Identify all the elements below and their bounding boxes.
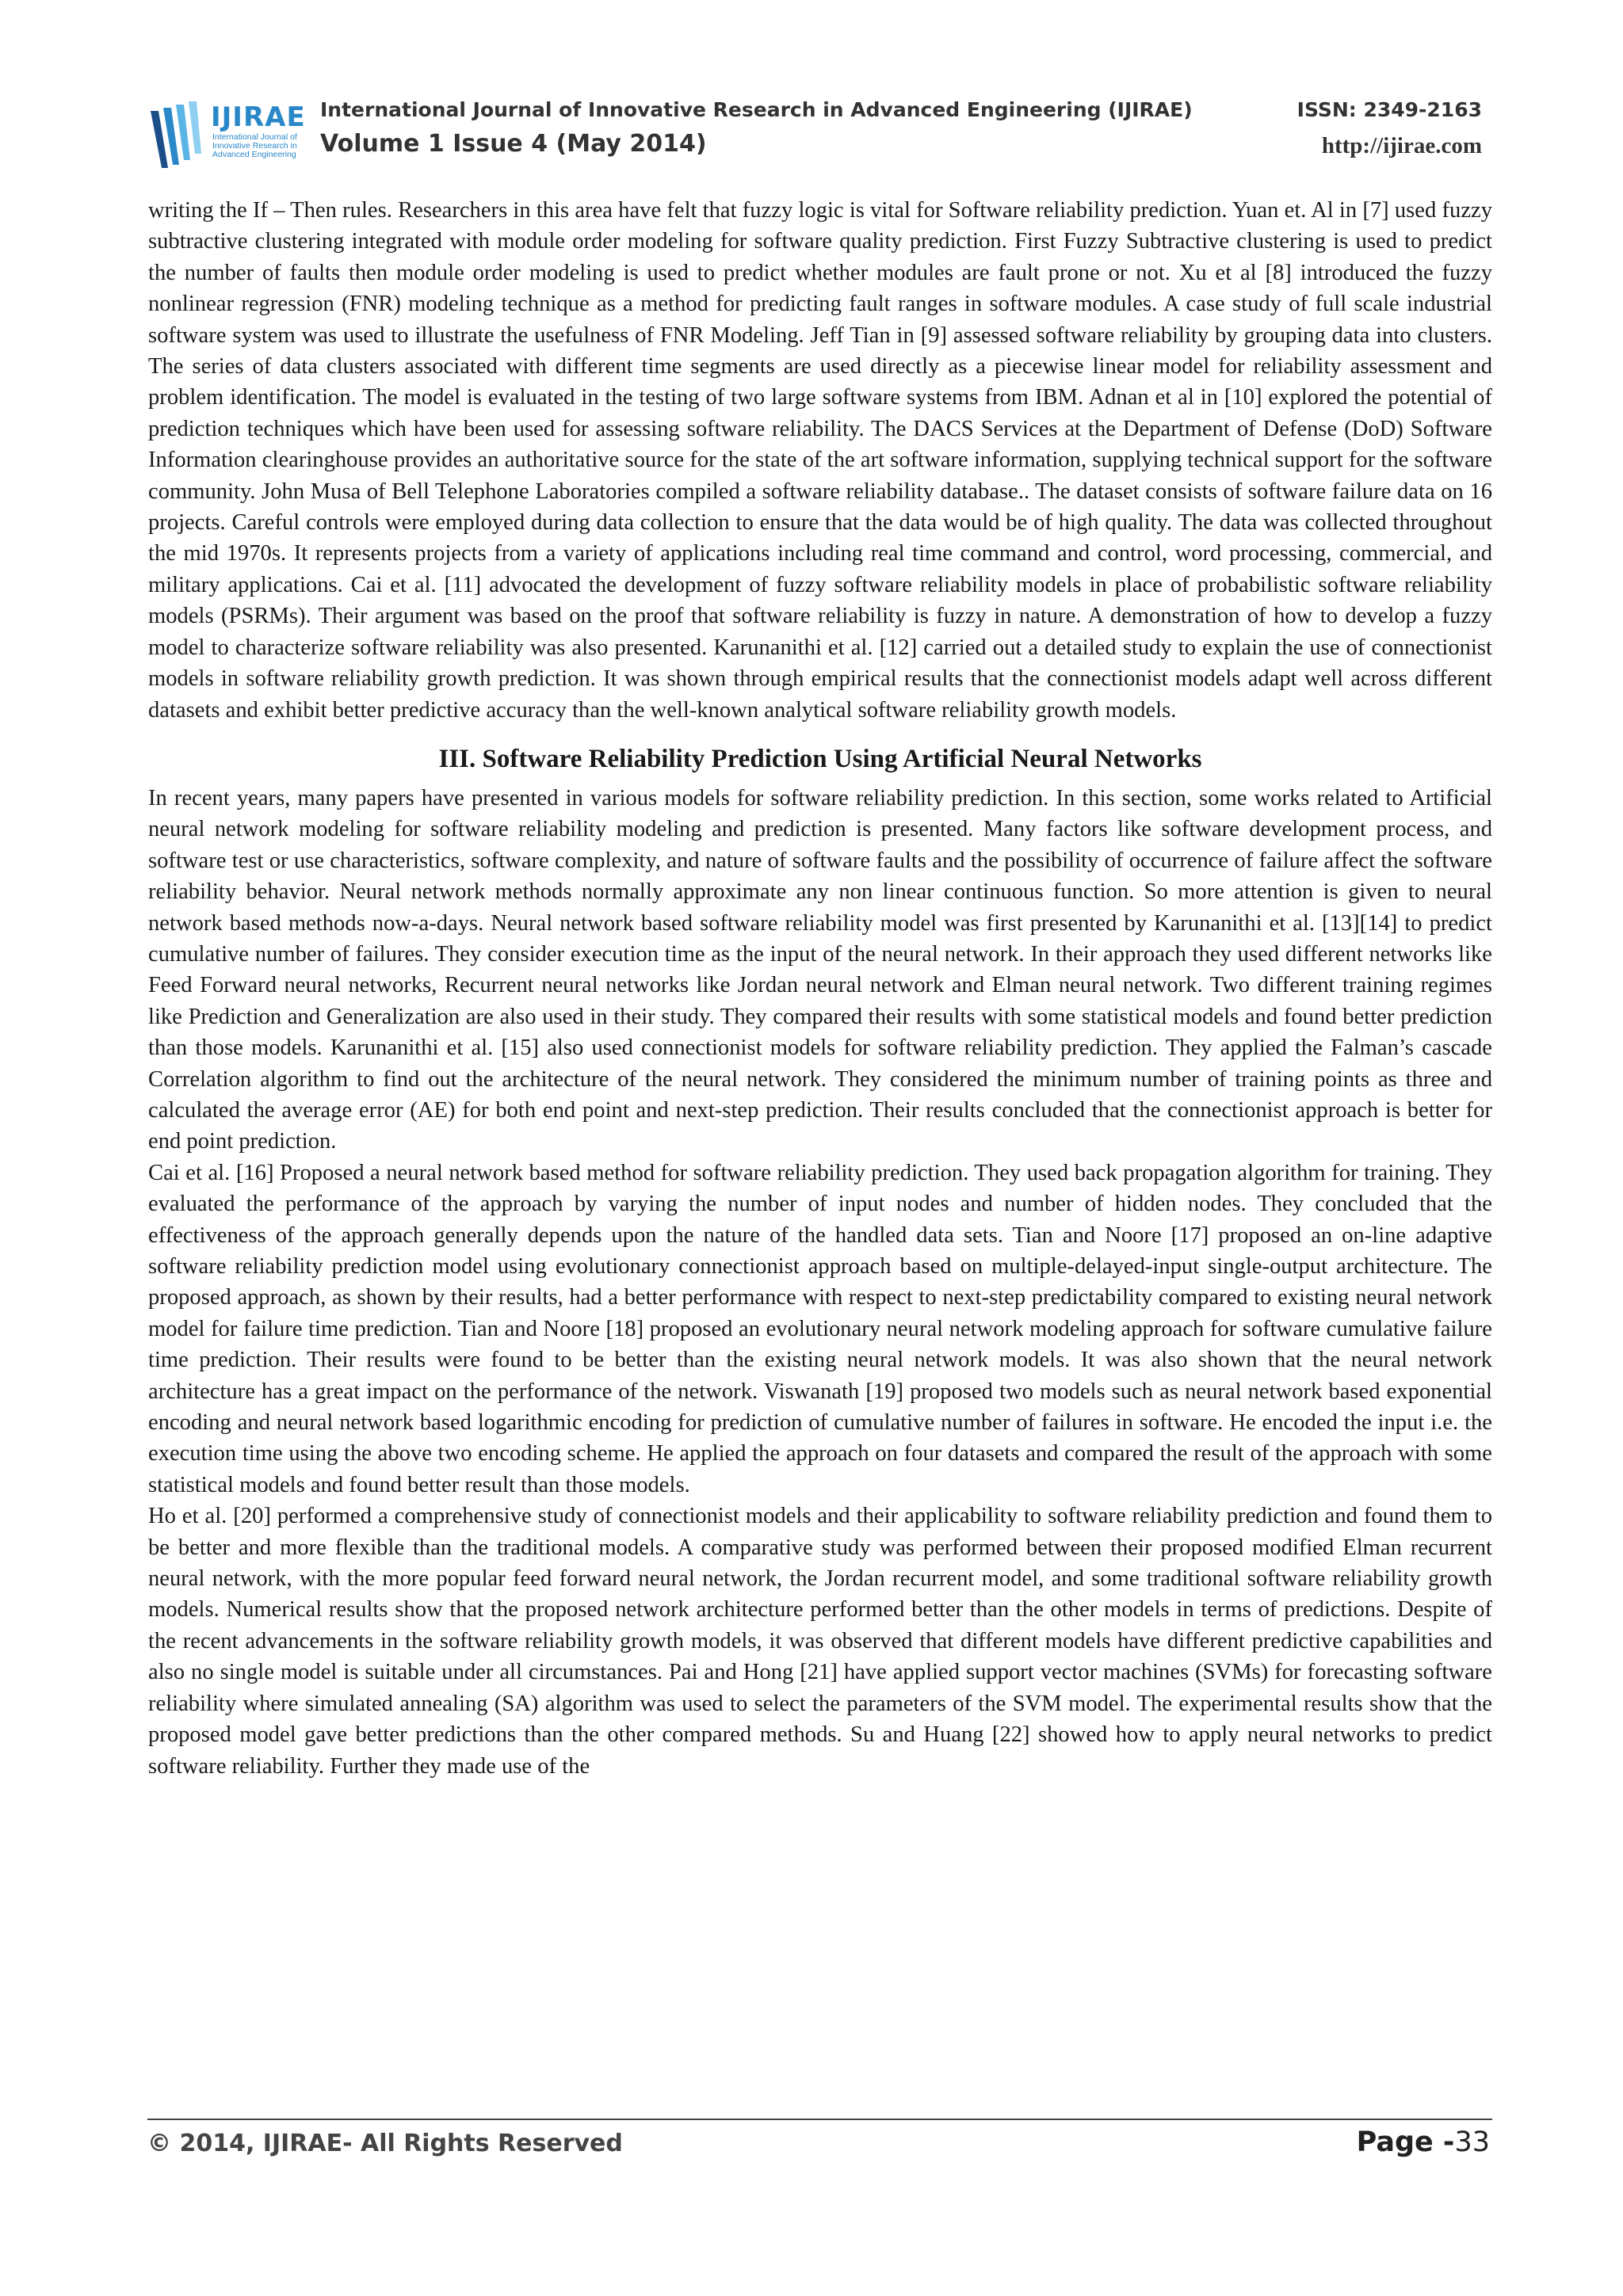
page-number: 33 <box>1454 2126 1490 2158</box>
page-label: Page - <box>1356 2126 1455 2158</box>
paragraph-3: Cai et al. [16] Proposed a neural network based method for software reliability prediction. They used back propagation algorithm for training. They evaluated the performance of the approach by varying the number of input nodes and number of hidden nodes. They concluded that the effectiveness of the approach generally depends upon the nature of the handled data sets. Tian and Noore [17] proposed an on-line adaptive software reliability prediction model using evolutionary connectionist approach based on multiple-delayed-input single-output architecture. The proposed approach, as shown by their results, had a better performance with respect to next-step predictability compared to existing neural network model for failure time prediction. Tian and Noore [18] proposed an evolutionary neural network modeling approach for software cumulative failure time prediction. Their results were found to be better than the existing neural network models. It was also shown that the neural network architecture has a great impact on the performance of the network. Viswanath [19] proposed two models such as neural network based exponential encoding and neural network based logarithmic encoding for prediction of cumulative number of failures in software. He encoded the input i.e. the execution time using the above two encoding scheme. He applied the approach on four datasets and compared the result of the approach with some statistical models and found better result than those models. <box>148 1160 1492 1497</box>
journal-name: International Journal of Innovative Research in Advanced Engineering (IJIRAE) <box>320 98 1193 121</box>
paragraph-4: Ho et al. [20] performed a comprehensive study of connectionist models and their applicability to software reliability prediction and found them to be better and more flexible than the traditional models. A comparative study was performed between their proposed modified Elman recurrent neural network, with the more popular feed forward neural network, the Jordan recurrent model, and some traditional software reliability growth models. Numerical results show that the proposed network architecture performed better than the other models in terms of predictions. Despite of the recent advancements in the software reliability growth models, it was observed that different models have different predictive capabilities and also no single model is suitable under all circumstances. Pai and Hong [21] have applied support vector machines (SVMs) for forecasting software reliability where simulated annealing (SA) algorithm was used to select the parameters of the SVM model. The experimental results show that the proposed model gave better predictions than the other compared methods. Su and Huang [22] showed how to apply neural networks to predict software reliability. Further they made use of the <box>148 1504 1492 1779</box>
footer-page-number <box>1357 2126 1490 2158</box>
footer-copyright: © 2014, IJIRAE- All Rights Reserved <box>147 2130 623 2157</box>
footer-divider <box>147 2119 1492 2120</box>
article-body <box>148 195 1492 1782</box>
logo-subtitle: International Journal of Innovative Research in Advanced Engineering <box>212 132 297 159</box>
page-header <box>146 93 1493 173</box>
journal-issn: ISSN: 2349-2163 <box>1296 98 1482 121</box>
journal-logo <box>146 97 312 173</box>
paragraph-2: In recent years, many papers have presented in various models for software reliability prediction. In this section, some works related to Artificial neural network modeling for software reliability modeling and prediction is presented. Many factors like software development process, and software test or use characteristics, software complexity, and nature of software faults and the possibility of occurrence of failure affect the software reliability behavior. Neural network methods normally approximate any non linear continuous function. So more attention is given to neural network based methods now-a-days. Neural network based software reliability model was first presented by Karunanithi et al. [13][14] to predict cumulative number of failures. They consider execution time as the input of the neural network. In their approach they used different networks like Feed Forward neural networks, Recurrent neural networks like Jordan neural network and Elman neural network. Two different training regimes like Prediction and Generalization are also used in their study. They compared their results with some statistical models and found better prediction than those models. Karunanithi et al. [15] also used connectionist models for software reliability prediction. They applied the Falman’s cascade Correlation algorithm to find out the architecture of the neural network. They considered the minimum number of training points as three and calculated the average error (AE) for both end point and next-step prediction. Their results concluded that the connectionist approach is better for end point prediction. <box>148 785 1492 1154</box>
paragraph-1: writing the If – Then rules. Researchers in this area have felt that fuzzy logic is vital for Software reliability prediction. Yuan et. Al in [7] used fuzzy subtractive clustering integrated with module order modeling for software quality prediction. First Fuzzy Subtractive clustering is used to predict the number of faults then module order modeling is used to predict whether modules are fault prone or not. Xu et al [8] introduced the fuzzy nonlinear regression (FNR) modeling technique as a method for predicting fault ranges in software modules. A case study of full scale industrial software system was used to illustrate the usefulness of FNR Modeling. Jeff Tian in [9] assessed software reliability by grouping data into clusters. The series of data clusters associated with different time segments are used directly as a piecewise linear model for reliability assessment and problem identification. The model is evaluated in the testing of two large software systems from IBM. Adnan et al in [10] explored the potential of prediction techniques which have been used for assessing software reliability. The DACS Services at the Department of Defense (DoD) Software Information clearinghouse provides an authoritative source for the state of the art software information, supplying technical support for the software community. John Musa of Bell Telephone Laboratories compiled a software reliability database.. The dataset consists of software failure data on 16 projects. Careful controls were employed during data collection to ensure that the data would be of high quality. The data was collected throughout the mid 1970s. It represents projects from a variety of applications including real time command and control, word processing, commercial, and military applications. Cai et al. [11] advocated the development of fuzzy software reliability models in place of probabilistic software reliability models (PSRMs). Their argument was based on the proof that software reliability is fuzzy in nature. A demonstration of how to develop a fuzzy model to characterize software reliability was also presented. Karunanithi et al. [12] carried out a detailed study to explain the use of connectionist models in software reliability growth prediction. It was shown through empirical results that the connectionist models adapt well across different datasets and exhibit better predictive accuracy than the well-known analytical software reliability growth models. <box>148 198 1492 723</box>
logo-title: IJIRAE <box>211 101 306 133</box>
logo-swoosh-icon <box>146 97 209 173</box>
section-heading: III. Software Reliability Prediction Using Artificial Neural Networks <box>438 744 1202 773</box>
journal-url[interactable]: http://ijirae.com <box>1321 133 1482 158</box>
journal-volume: Volume 1 Issue 4 (May 2014) <box>320 130 707 158</box>
